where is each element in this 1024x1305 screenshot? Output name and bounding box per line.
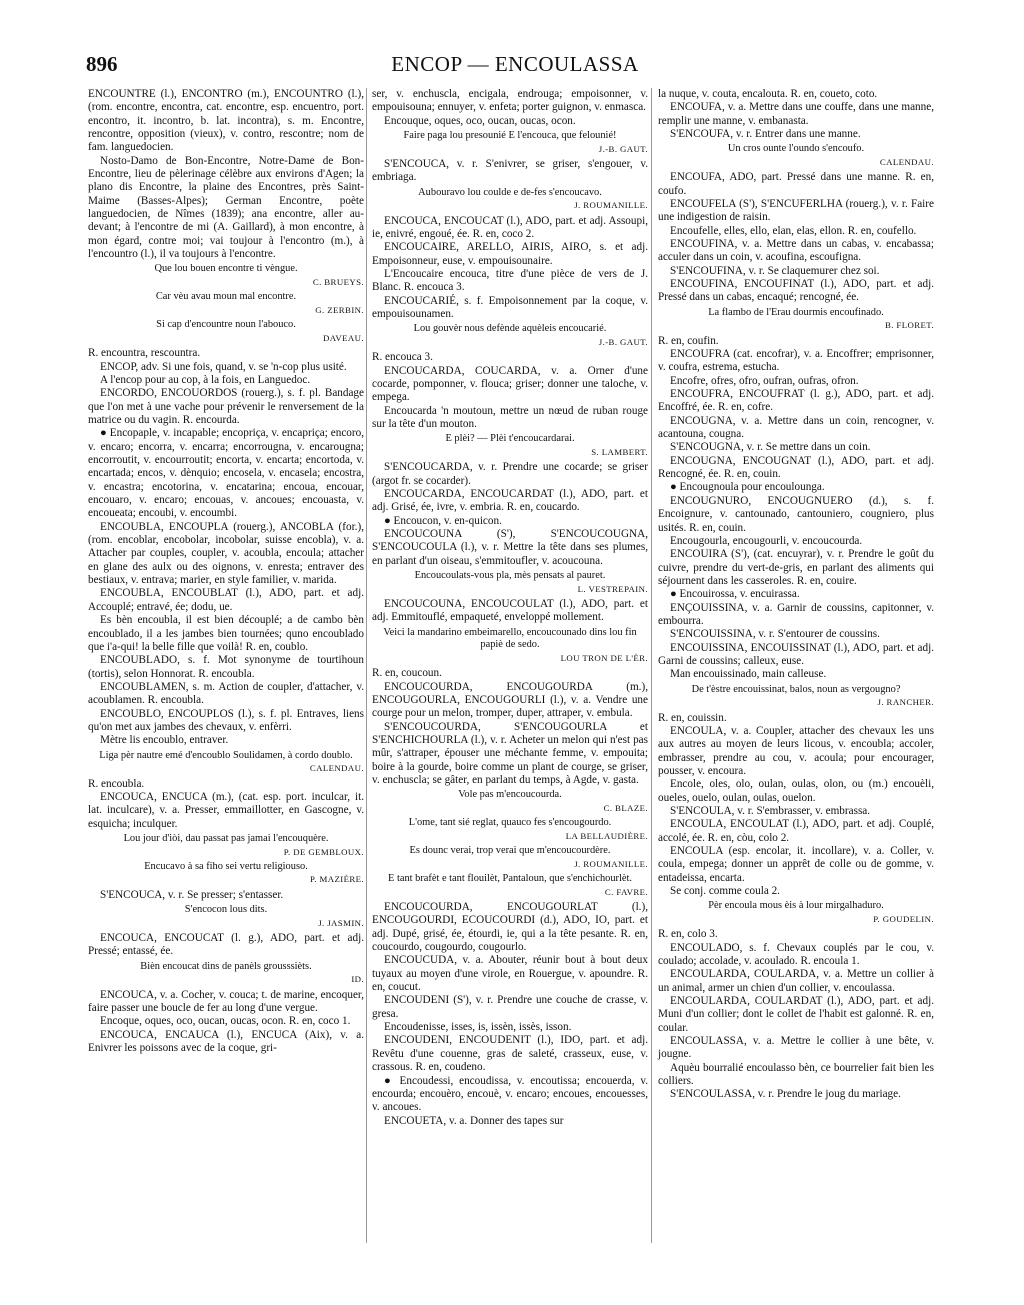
citation-source: J. JASMIN. [318, 917, 364, 928]
entry-paragraph: S'ENCOULASSA, v. r. Prendre le joug du mariage. [670, 1088, 901, 1101]
entry-paragraph: Encofre, ofres, ofro, oufran, oufras, ofron. [670, 374, 859, 387]
entry-paragraph: ENCOUISSINA, ENCOUISSINAT (l.), ADO, part. et adj. Garni de coussins; calleux, euse. [658, 641, 934, 667]
entry-paragraph: ENCOUIRA (S'), (cat. encuyrar), v. r. Prendre le goût du cuivre, prendre du vert-de-gris, en parlant des aliments qui séjournent dans les casseroles. R. en, couire. [658, 548, 934, 587]
entry-paragraph: ENCOUBLO, ENCOUPLOS (l.), s. f. pl. Entraves, liens qu'on met aux jambes des chevaux, v. enfèrri. [88, 707, 364, 733]
entry-paragraph: ENCOUBLAMEN, s. m. Action de coupler, d'attacher, v. acoublamen. R. encoubla. [88, 680, 364, 707]
citation-source: S. LAMBERT. [591, 446, 648, 457]
entry-paragraph: S'ENCOUGNA, v. r. Se mettre dans un coin. [670, 441, 871, 454]
citation-source: B. FLORET. [884, 320, 934, 331]
entry-paragraph: ENCOUCA, ENCOUCAT (l.), ADO, part. et adj. Assoupi, ie, enivré, engoué, ée. R. en, coco 2. [372, 214, 648, 240]
entry-paragraph: S'ENCOUFINA, v. r. Se claquemurer chez soi. [670, 264, 880, 277]
entry-paragraph: S'ENCOUCA, v. r. S'enivrer, se griser, s'engouer, v. embriaga. [372, 157, 648, 184]
entry-paragraph: ENCOUFRA (cat. encofrar), v. a. Encoffrer; emprisonner, v. coufra, estrema, estucha. [658, 348, 934, 374]
citation-source: LOU TRON DE L'ÈR. [560, 652, 648, 663]
citation-source: P. DE GEMBLOUX. [283, 846, 364, 857]
citation: Veici la mandarino embeimarello, encoucounado dins lou fin papiè de sedo. [383, 626, 637, 651]
entry-paragraph: Encougourla, encougourli, v. encoucourda. [670, 534, 863, 547]
entry-paragraph: ENCOUFELA (S'), S'ENCUFERLHA (rouerg.), v. r. Faire une indigestion de raisin. [658, 198, 934, 224]
entry-paragraph: ENCOUFA, ADO, part. Pressé dans une manne. R. en, coufo. [658, 171, 934, 197]
entry-paragraph: la nuque, v. couta, encalouta. R. en, coueto, coto. [658, 88, 878, 100]
running-head: ENCOP — ENCOULASSA [391, 52, 639, 76]
citation-source: J. RANCHER. [877, 697, 934, 708]
citation: Si cap d'encountre noun l'abouco. [156, 319, 296, 331]
entry-paragraph: Encoque, oques, oco, oucan, oucas, ocon. R. en, coco 1. [100, 1015, 351, 1028]
entry-paragraph: ENCOUFINA, ENCOUFINAT (l.), ADO, part. et adj. Pressé dans un cabas, encaqué; rencogné, ée. [658, 278, 934, 304]
citation: L'ome, tant sié reglat, quauco fes s'encougourdo. [408, 817, 612, 829]
entry-paragraph: ENCOULA, v. a. Coupler, attacher des chevaux les uns aux autres au moyen de leurs licous, v. encoubla; accoler, embrasser, prendre au cou, v. acoula; pour encourager, pousser, v. encoura. [658, 724, 934, 777]
entry-paragraph: R. en, couissin. [658, 711, 727, 724]
entry-paragraph: ENCOUDENI, ENCOUDENIT (l.), IDO, part. et adj. Revêtu d'une couenne, gras de saleté, crasseux, euse, v. crassous. R. en, coudeno. [372, 1034, 648, 1074]
citation-source: P. GOUDELIN. [873, 913, 934, 924]
entry-paragraph: ● Encoucon, v. en-quicon. [384, 514, 502, 527]
entry-paragraph: ENCOUCARDA, COUCARDA, v. a. Orner d'une cocarde, pomponner, v. flouca; griser; donner une taloche, v. empega. [372, 364, 648, 404]
entry-paragraph: ENCOULADO, s. f. Chevaux couplés par le cou, v. coulado; accolade, v. acoulado. R. encoula 1. [658, 941, 934, 967]
column-3 [658, 88, 934, 1102]
entry-paragraph: ENCOUCA, v. a. Cocher, v. couca; t. de marine, encoquer, faire passer une boucle de fer au long d'une vergue. [88, 988, 364, 1015]
entry-paragraph: S'ENCOUCARDA, v. r. Prendre une cocarde; se griser (argot fr. se cocarder). [372, 461, 648, 487]
entry-paragraph: ENCOUGNA, ENCOUGNAT (l.), ADO, part. et adj. Rencogné, ée. R. en, couin. [658, 454, 934, 481]
citation-source: J.-B. GAUT. [598, 336, 648, 347]
entry-paragraph: Man encouissinado, main calleuse. [670, 668, 827, 681]
entry-paragraph: ● Encoudessi, encoudissa, v. encoutissa; encouerda, v. encourda; encouèro, encouè, v. encaro; encoues, encouesses, v. ancoues. [372, 1074, 648, 1114]
entry-paragraph: S'ENCOUCOURDA, S'ENCOUGOURLA et S'ENCHICHOURLA (l.), v. r. Acheter un melon qui n'est pas mûr, s'attraper, épouser une méchante femme, v. empouita; boire à la gourde, boire comme un plant de courge, se griser, v. enchuscla; se gâter, en parlant du temps, à Agde, v. gasta. [372, 720, 648, 786]
entry-paragraph: Nosto-Damo de Bon-Encontre, Notre-Dame de Bon-Encontre, lieu de pèlerinage célèbre aux environs d'Agen; la plano dis Encontre, la plaine des Encontres, près Saint-Maime (Basses-Alpes); German Encontre, poète languedocien, de Nîmes (1839); ana encontre, aller au-devant; à l'encontre de mi (A. Gaillard), à mon encontre, à mon égard, contre moi; vai toujour à l'encontro (m.), à l'encountro (l.), il va toujours à l'encontre. [88, 154, 364, 261]
citation-source: G. ZERBIN. [315, 305, 364, 315]
entry-paragraph: R. en, colo 3. [658, 928, 718, 941]
entry-paragraph: Encoucarda 'n moutoun, mettre un nœud de ruban rouge sur la tête d'un mouton. [372, 404, 648, 430]
citation: Lou gouvèr nous defènde aquèleis encoucarié. [413, 323, 607, 335]
entry-paragraph: ENCOUGNURO, ENCOUGNUERO (d.), s. f. Encoignure, v. cantounado, cantouniero, cougniero, plus usités. R. en, couin. [658, 494, 934, 534]
entry-paragraph: Es bèn encoubla, il est bien découplé; a de cambo bèn encoublado, il a les jambes bien tournées; quno encoublado que i'a-qui! la belle fille que voilà! R. en, coublo. [88, 614, 364, 653]
entry-paragraph: ENCOUETA, v. a. Donner des tapes sur [384, 1114, 564, 1127]
entry-paragraph: S'ENCOUFA, v. r. Entrer dans une manne. [670, 128, 861, 141]
entry-paragraph: ENÇOUISSINA, v. a. Garnir de coussins, capitonner, v. embourra. [658, 601, 934, 627]
citation: Liga pèr nautre emé d'encoublo Soulidamen, à cordo doublo. [99, 749, 353, 761]
entry-paragraph: Mètre lis encoublo, entraver. [100, 734, 229, 747]
entry-paragraph: Se conj. comme coula 2. [670, 885, 780, 898]
citation-source: L. VESTREPAIN. [577, 583, 648, 594]
citation-source: J. ROUMANILLE. [574, 200, 648, 211]
entry-paragraph: Aquèu bourralié encoulasso bèn, ce bourrelier fait bien les colliers. [658, 1061, 934, 1088]
entry-paragraph: S'ENCOUCA, v. r. Se presser; s'entasser. [100, 888, 284, 901]
entry-paragraph: ENCOUCAIRE, ARELLO, AIRIS, AIRO, s. et adj. Empoisonneur, euse, v. empouisounaire. [372, 241, 648, 267]
entry-paragraph: ENCOUCUDA, v. a. Abouter, réunir bout à bout deux tuyaux au moyen d'une virole, en Rouergue, v. apoundre. R. en, coucut. [372, 954, 648, 994]
citation-source: CALENDAU. [879, 156, 934, 167]
citation: Vole pas m'encoucourda. [458, 789, 562, 801]
citation: Es dounc verai, trop verai que m'encoucourdère. [409, 845, 611, 857]
entry-paragraph: ENCOUFINA, v. a. Mettre dans un cabas, v. encabassa; acculer dans un coin, v. acoufina, escoufigna. [658, 238, 934, 264]
entry-paragraph: ENCOUCOURDA, ENCOUGOURLAT (l.), ENCOUGOURDI, ECOUCOURDI (d.), ADO, IO, part. et adj. Dupé, grisé, ée, étourdi, ie, qui a la tête pesante. R. en, coucourdo, cougourdo, cougourlo. [372, 901, 648, 954]
citation: Aubouravo lou coulde e de-fes s'encoucavo. [418, 186, 602, 198]
citation: E plèi? — Plèi t'encoucardarai. [445, 433, 575, 445]
citation: Encoucoulats-vous pla, mès pensats al pauret. [414, 570, 606, 582]
entry-paragraph: ENCOUNTRE (l.), ENCONTRO (m.), ENCOUNTRO (l.), (rom. encontre, encontra, cat. encontre, esp. encuentro, port. encontro, it. incontro, b. lat. incontra), s. m. Encontre, rencontre, opposition (vieux), v. contro, rescontre; nom de fam. languedocien. [88, 88, 364, 154]
citation-source: C. BLAZE. [603, 802, 648, 813]
citation-source: J. ROUMANILLE. [574, 858, 648, 869]
entry-paragraph: R. encoubla. [88, 777, 145, 790]
entry-paragraph: ENCOUCOURDA, ENCOUGOURDA (m.), ENCOUGOURLA, ENCOUGOURLI (l.), v. a. Vendre une courge pour un melon, tromper, duper, attraper, v. embula. [372, 680, 648, 720]
citation: E tant brafèt e tant flouilèt, Pantaloun, que s'enchichourlèt. [388, 873, 632, 885]
entry-paragraph: R. en, coucoun. [372, 667, 442, 680]
citation-source: C. BRUEYS. [312, 277, 364, 288]
citation-source: C. FAVRE. [604, 886, 648, 897]
page-number: 896 [86, 52, 118, 76]
entry-paragraph: ENCOUBLA, ENCOUPLA (rouerg.), ANCOBLA (for.), (rom. encoblar, encobolar, incobolar, suisse encobla), v. a. Attacher par couples, coupler, v. acoubla, encoula; attacher en glane des aulx ou des oignons, v. enresta; entraver des bestiaux, v. entrava; marier, en style familier, v. marida. [88, 520, 364, 587]
citation-source: J.-B. GAUT. [598, 143, 648, 154]
entry-paragraph: ENCOUCA, ENCUCA (m.), (cat. esp. port. inculcar, it. lat. inculcare), v. a. Presser, emmaillotter, en Gascogne, v. esquicha; inculquer. [88, 790, 364, 830]
entry-paragraph: ENCOUCA, ENCOUCAT (l. g.), ADO, part. et adj. Pressé; entassé, ée. [88, 932, 364, 958]
entry-paragraph: R. encouca 3. [372, 351, 433, 364]
citation: Que lou bouen encontre ti vèngue. [154, 263, 298, 275]
entry-paragraph: ENCORDO, ENCOUORDOS (rouerg.), s. f. pl. Bandage que l'on met à une vache pour prévenir le renversement de la matrice ou du vagin. R. encourda. [88, 387, 364, 426]
citation: Car vèu avau moun mal encontre. [155, 291, 297, 303]
entry-paragraph: ENCOUCARDA, ENCOUCARDAT (l.), ADO, part. et adj. Grisé, ée, ivre, v. embria. R. en, coucardo. [372, 487, 648, 514]
citation: De t'èstre encouissinat, balos, noun as vergougno? [691, 683, 901, 695]
citation-source: CALENDAU. [309, 763, 364, 774]
entry-paragraph: ENCOUBLADO, s. f. Mot synonyme de tourtihoun (tortis), selon Honnorat. R. encoubla. [88, 654, 364, 680]
column-2 [372, 88, 648, 1128]
page-header [86, 52, 944, 86]
entry-paragraph: ENCOUGNA, v. a. Mettre dans un coin, rencogner, v. acantouna, cougna. [658, 414, 934, 441]
entry-paragraph: ● Encouirossa, v. encuirassa. [670, 588, 800, 601]
entry-paragraph: ENCOUFRA, ENCOUFRAT (l. g.), ADO, part. et adj. Encoffré, ée. R. en, cofre. [658, 388, 934, 414]
entry-paragraph: ● Encougnoula pour encouloungа. [670, 481, 825, 494]
entry-paragraph: ENCOUCOUNA (S'), S'ENCOUCOUGNA, S'ENCOUCOULA (l.), v. r. Mettre la tête dans ses plumes, en parlant d'un oiseau, s'emmitoufler, v. acoucouna. [372, 528, 648, 567]
entry-paragraph: Encoudenisse, isses, is, issèn, issès, isson. [384, 1021, 572, 1034]
entry-paragraph: ENCOULA (esp. encolar, it. incollare), v. a. Coller, v. coula, empega; donner un apprêt de colle ou de gomme, v. entadeissa, encarta. [658, 845, 934, 884]
entry-paragraph: S'ENCOUISSINA, v. r. S'entourer de coussins. [670, 628, 880, 641]
entry-paragraph: ser, v. enchuscla, encigala, endrouga; empoisonner, v. empouisouna; ennuyer, v. enfeta; porter guignon, v. enmasca. [372, 88, 648, 114]
entry-paragraph: Encouque, oques, oco, oucan, oucas, ocon. [384, 114, 576, 127]
citation: Un cros ounte l'oundo s'encoufo. [727, 143, 865, 155]
entry-paragraph: ENCOUBLA, ENCOUBLAT (l.), ADO, part. et adj. Accouplé; entravé, ée; dodu, ue. [88, 587, 364, 613]
entry-paragraph: Encole, oles, olo, oulan, oulas, olon, ou (m.) encouèli, oueles, ouelo, oulan, oulas, ouelon. [658, 778, 934, 804]
entry-paragraph: Encoufelle, elles, ello, elan, elas, ellon. R. en, coufello. [670, 224, 917, 237]
citation: S'encocon lous dits. [184, 904, 268, 916]
entry-paragraph: ENCOULASSA, v. a. Mettre le collier à une bête, v. jougne. [658, 1035, 934, 1061]
citation: La flambo de l'Erau dourmis encoufinado. [708, 306, 884, 318]
citation: Bièn encoucat dins de panèls grousssièts. [140, 960, 312, 972]
column-divider [651, 88, 652, 1243]
citation: Faire paga lou presounié E l'encouca, que felounié! [403, 130, 617, 142]
entry-paragraph: ENCOUDENI (S'), v. r. Prendre une couche de crasse, v. gresa. [372, 994, 648, 1020]
citation-source: P. MAZIÈRE. [309, 874, 364, 885]
entry-paragraph: ENCOULARDA, COULARDAT (l.), ADO, part. et adj. Muni d'un collier; dont le collet de l'habit est galonné. R. en, coular. [658, 995, 934, 1034]
entry-paragraph: ENCOULARDA, COULARDA, v. a. Mettre un collier à un animal, armer un chien d'un collier, v. encoulassa. [658, 968, 934, 994]
entry-paragraph: ENCOUCARIÉ, s. f. Empoisonnement par la coque, v. empouisounamen. [372, 294, 648, 320]
citation-source: DAVEAU. [322, 332, 364, 343]
entry-paragraph: L'Encoucaire encouca, titre d'une pièce de vers de J. Blanc. R. encouca 3. [372, 267, 648, 294]
column-divider [366, 88, 367, 1243]
citation: Lou jour d'iòi, dau passat pas jamai l'encouquère. [123, 832, 329, 844]
entry-paragraph: A l'encop pour au cop, à la fois, en Languedoc. [100, 373, 311, 386]
entry-paragraph: ENCOUCA, ENCAUCA (l.), ENCUCA (Aix), v. a. Enivrer les poissons avec de la coque, gri- [88, 1028, 364, 1055]
entry-paragraph: ENCOUFA, v. a. Mettre dans une couffe, dans une manne, remplir une manne, v. embanasta. [658, 101, 934, 127]
entry-paragraph: ENCOP, adv. Si une fois, quand, v. se 'n-cop plus usité. [100, 360, 347, 373]
entry-paragraph: ● Encopaple, v. incapable; encopriça, v. encapriça; encoro, v. encaro; encorra, v. encarra; encorrougna, v. encarougna; encorroutit, v. encourroutit; encorta, v. encarta; encortoda, v. encartada; encos, v. dènquio; encosela, v. encasela; encostra, v. encastra; encotorina, v. encatarina; encoua, encouar, encouaro, v. encaro; encouas, v. ancoues; encouasta, v. encoueata; encoubi, v. encoumbi. [88, 427, 364, 520]
entry-paragraph: R. en, coufin. [658, 334, 719, 347]
citation: Encucavo à sa fiho sei vertu religiouso. [144, 860, 308, 872]
entry-paragraph: R. encountra, rescountra. [88, 347, 201, 360]
citation-source: ID. [351, 974, 364, 985]
entry-paragraph: ENCOUCOUNA, ENCOUCOULAT (l.), ADO, part. et adj. Emmitouflé, empaqueté, enveloppé mollement. [372, 597, 648, 624]
citation-source: LA BELLAUDIÈRE. [565, 830, 648, 841]
citation: Pèr encoula mous èis à lour mirgalhaduro. [708, 900, 884, 912]
entry-paragraph: S'ENCOULA, v. r. S'embrasser, v. embrassa. [670, 804, 871, 817]
column-1 [88, 88, 364, 1055]
entry-paragraph: ENCOULA, ENCOULAT (l.), ADO, part. et adj. Couplé, accolé, ée. R. en, còu, colo 2. [658, 818, 934, 844]
